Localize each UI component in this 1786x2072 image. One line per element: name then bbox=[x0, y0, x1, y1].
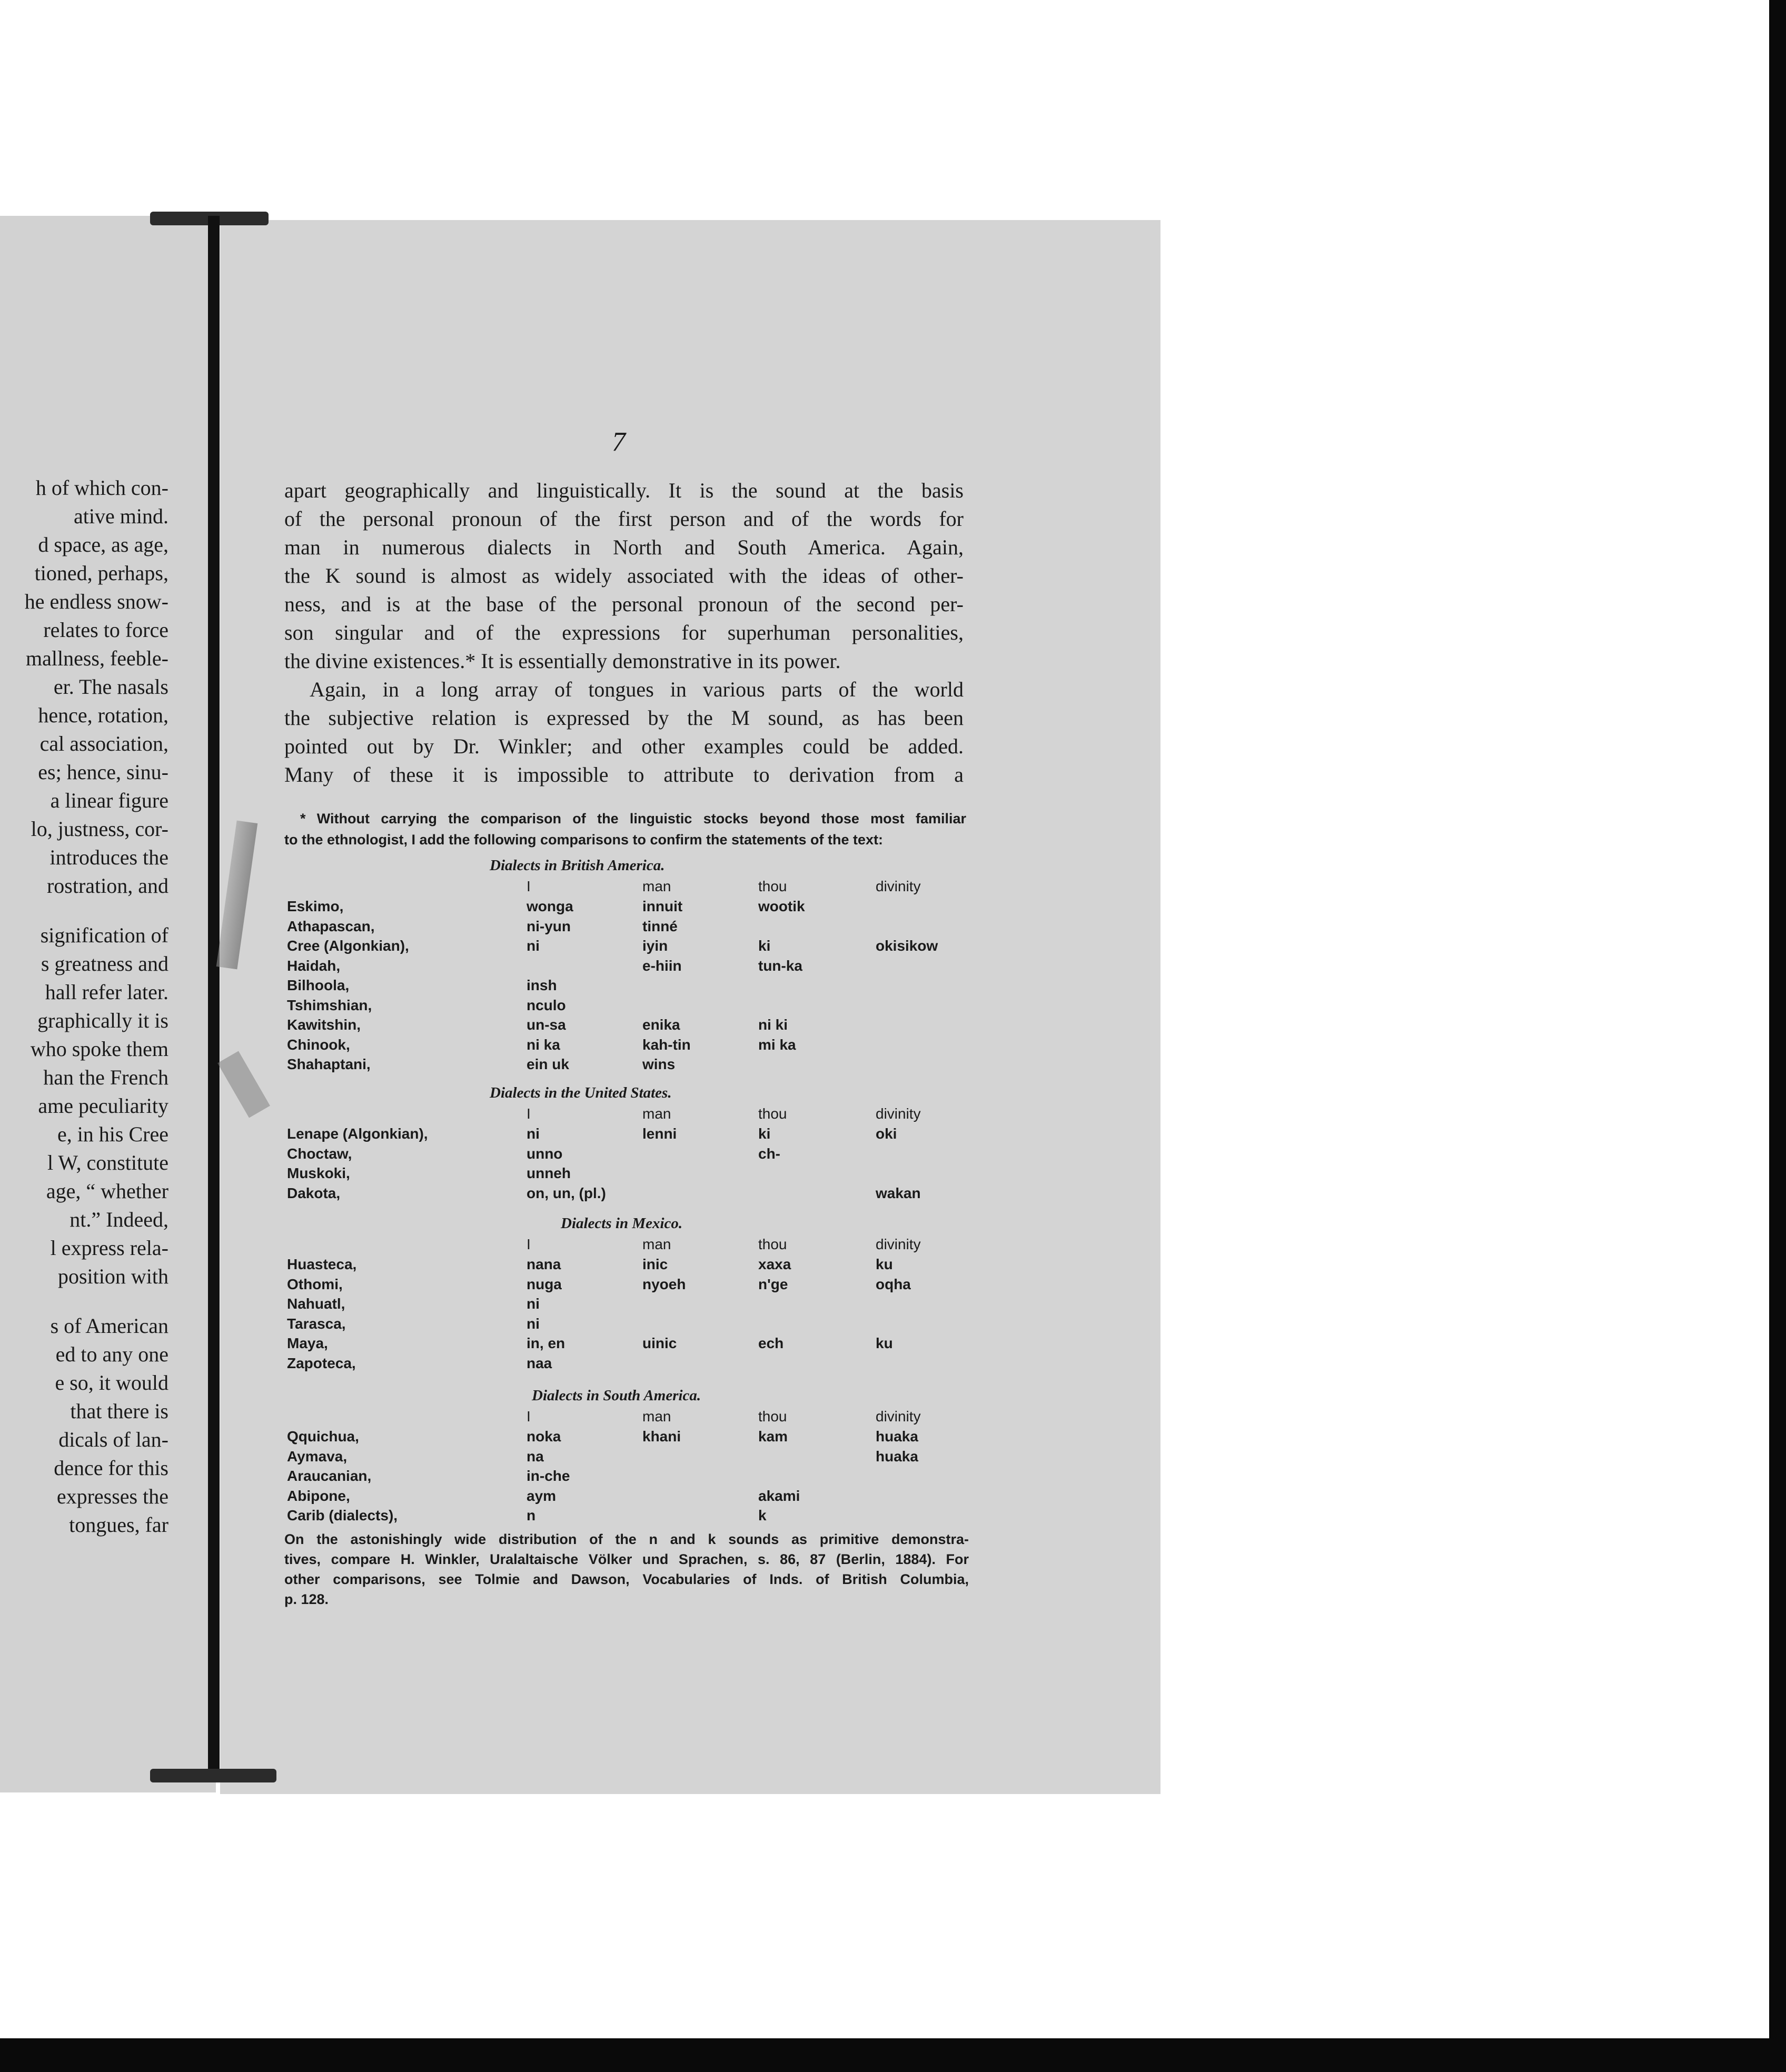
table-row bbox=[287, 1448, 971, 1468]
table-cell: ni bbox=[527, 1296, 540, 1312]
table-cell: ni ka bbox=[527, 1036, 560, 1053]
left-page-line: e so, it would bbox=[55, 1371, 168, 1394]
table-cell: ein uk bbox=[527, 1056, 569, 1072]
table-cell: huaka bbox=[876, 1448, 918, 1465]
table-row bbox=[287, 1037, 971, 1057]
scan-border-right bbox=[1769, 0, 1786, 2072]
left-page-line: dence for this bbox=[54, 1456, 168, 1480]
table-cell: ni-yun bbox=[527, 918, 571, 934]
table-cell: ni bbox=[527, 938, 540, 954]
left-page-line: l W, constitute bbox=[47, 1151, 168, 1174]
left-page bbox=[0, 216, 216, 1792]
left-page-line: introduces the bbox=[49, 845, 168, 869]
table-row bbox=[287, 938, 971, 958]
left-page-line: cal association, bbox=[39, 732, 168, 755]
paragraph-1-line: son singular and of the expressions for superhuman personalities, bbox=[284, 621, 964, 644]
table-title: Dialects in British America. bbox=[490, 857, 665, 874]
left-page-line: er. The nasals bbox=[53, 675, 168, 699]
table-header-cell: thou bbox=[758, 878, 787, 894]
table-cell: kah-tin bbox=[642, 1036, 691, 1053]
dialect-name: Tshimshian, bbox=[287, 997, 372, 1013]
table-title: Dialects in the United States. bbox=[490, 1084, 672, 1101]
table-cell: insh bbox=[527, 977, 557, 993]
left-page-line: lo, justness, cor- bbox=[31, 817, 168, 841]
table-cell: na bbox=[527, 1448, 544, 1465]
table-cell: nculo bbox=[527, 997, 566, 1013]
scan-border-bottom bbox=[0, 2038, 1786, 2072]
left-page-line: hence, rotation, bbox=[38, 703, 168, 727]
table-cell: in, en bbox=[527, 1335, 565, 1351]
table-header-cell: divinity bbox=[876, 1408, 921, 1424]
left-page-line: that there is bbox=[70, 1399, 168, 1423]
binding-clip-bottom bbox=[150, 1769, 276, 1782]
dialect-name: Muskoki, bbox=[287, 1165, 350, 1181]
dialect-name: Maya, bbox=[287, 1335, 328, 1351]
dialect-name: Zapoteca, bbox=[287, 1354, 356, 1371]
left-page-line: d space, as age, bbox=[38, 533, 168, 556]
table-cell: ki bbox=[758, 938, 771, 954]
table-cell: ni ki bbox=[758, 1017, 788, 1033]
left-page-line: who spoke them bbox=[30, 1037, 168, 1061]
dialect-name: Qquichua, bbox=[287, 1428, 359, 1445]
left-page-line: mallness, feeble- bbox=[26, 646, 168, 670]
table-header-row bbox=[287, 878, 971, 898]
left-page-line: nt.” Indeed, bbox=[70, 1208, 168, 1231]
dialect-name: Kawitshin, bbox=[287, 1017, 361, 1033]
footnote bbox=[284, 808, 966, 850]
table-cell: ech bbox=[758, 1335, 784, 1351]
table-cell: in-che bbox=[527, 1468, 570, 1484]
table-cell: ki bbox=[758, 1125, 771, 1142]
table-row bbox=[287, 1316, 971, 1336]
table-cell: ni bbox=[527, 1315, 540, 1332]
left-page-text bbox=[0, 474, 168, 1539]
table-header-cell: thou bbox=[758, 1236, 787, 1252]
table-row bbox=[287, 1056, 971, 1076]
table-cell: xaxa bbox=[758, 1256, 791, 1272]
table-cell: un-sa bbox=[527, 1017, 566, 1033]
table-header-cell: man bbox=[642, 878, 671, 894]
left-page-line: signification of bbox=[40, 923, 168, 947]
table-row bbox=[287, 1017, 971, 1037]
table-cell: wakan bbox=[876, 1184, 921, 1201]
table-header-cell: man bbox=[642, 1408, 671, 1424]
paragraph-1-line: the divine existences.* It is essentially demonstrative in its power. bbox=[284, 649, 841, 673]
table-cell: k bbox=[758, 1507, 767, 1523]
line-gap bbox=[0, 900, 168, 921]
paragraph-1-line: man in numerous dialects in North and South America. Again, bbox=[284, 535, 964, 559]
paragraph-2-line: pointed out by Dr. Winkler; and other examples could be added. bbox=[284, 734, 964, 758]
table-row bbox=[287, 1296, 971, 1316]
table-cell: oqha bbox=[876, 1276, 911, 1292]
dialect-name: Abipone, bbox=[287, 1487, 350, 1504]
left-page-line: expresses the bbox=[56, 1485, 168, 1508]
table-cell: enika bbox=[642, 1017, 680, 1033]
table-cell: lenni bbox=[642, 1125, 677, 1142]
closing-note-line: p. 128. bbox=[284, 1591, 329, 1607]
dialect-name: Eskimo, bbox=[287, 898, 344, 914]
paragraph-1-line: ness, and is at the base of the personal pronoun of the second per- bbox=[284, 592, 964, 616]
table-row bbox=[287, 958, 971, 978]
left-page-line: tongues, far bbox=[69, 1513, 168, 1537]
table-cell: on, un, (pl.) bbox=[527, 1184, 606, 1201]
left-page-line: tioned, perhaps, bbox=[34, 561, 168, 585]
dialect-name: Dakota, bbox=[287, 1184, 341, 1201]
table-row bbox=[287, 1185, 971, 1205]
paragraph-1-line: apart geographically and linguistically. It is the sound at the basis bbox=[284, 479, 964, 502]
table-header-cell: I bbox=[527, 1236, 531, 1252]
left-page-line: ative mind. bbox=[74, 504, 168, 528]
table-cell: ni bbox=[527, 1125, 540, 1142]
page-number: 7 bbox=[612, 427, 626, 457]
table-title: Dialects in South America. bbox=[532, 1387, 701, 1404]
dialect-name: Chinook, bbox=[287, 1036, 350, 1053]
table-header-row bbox=[287, 1408, 971, 1428]
table-cell: ch- bbox=[758, 1145, 780, 1162]
dialect-name: Carib (dialects), bbox=[287, 1507, 398, 1523]
line-gap bbox=[0, 1291, 168, 1312]
table-cell: aym bbox=[527, 1487, 557, 1504]
table-cell: wootik bbox=[758, 898, 805, 914]
left-page-line: ame peculiarity bbox=[38, 1094, 168, 1118]
table-header-cell: man bbox=[642, 1105, 671, 1122]
table-cell: huaka bbox=[876, 1428, 918, 1445]
dialect-name: Huasteca, bbox=[287, 1256, 357, 1272]
dialect-name: Othomi, bbox=[287, 1276, 343, 1292]
table-header-cell: divinity bbox=[876, 878, 921, 894]
table-row bbox=[287, 1145, 971, 1166]
table-row bbox=[287, 1507, 971, 1527]
table-header-cell: I bbox=[527, 1105, 531, 1122]
left-page-line: e, in his Cree bbox=[57, 1122, 168, 1146]
table-row bbox=[287, 1165, 971, 1185]
book-binding bbox=[208, 216, 220, 1782]
table-header-cell: I bbox=[527, 1408, 531, 1424]
footnote-line: * Without carrying the comparison of the linguistic stocks beyond those most familiar bbox=[300, 811, 966, 826]
table-cell: innuit bbox=[642, 898, 683, 914]
table-cell: khani bbox=[642, 1428, 681, 1445]
table-cell: okisikow bbox=[876, 938, 938, 954]
table-cell: ku bbox=[876, 1335, 893, 1351]
table-cell: nana bbox=[527, 1256, 561, 1272]
left-page-line: s greatness and bbox=[41, 952, 168, 975]
left-page-line: graphically it is bbox=[37, 1009, 168, 1032]
table-row bbox=[287, 1276, 971, 1296]
dialect-name: Bilhoola, bbox=[287, 977, 350, 993]
table-cell: uinic bbox=[642, 1335, 677, 1351]
dialect-name: Choctaw, bbox=[287, 1145, 352, 1162]
paragraph-1-line: of the personal pronoun of the first person and of the words for bbox=[284, 507, 964, 531]
table-cell: unno bbox=[527, 1145, 563, 1162]
dialect-name: Athapascan, bbox=[287, 918, 375, 934]
closing-note-line: On the astonishingly wide distribution of the n and k sounds as primitive demonstra- bbox=[284, 1531, 969, 1547]
left-page-line: s of American bbox=[50, 1314, 168, 1338]
table-cell: unneh bbox=[527, 1165, 571, 1181]
left-page-line: relates to force bbox=[43, 618, 168, 642]
body-text bbox=[284, 476, 964, 789]
table-row bbox=[287, 1428, 971, 1448]
table-cell: inic bbox=[642, 1256, 668, 1272]
left-page-line: position with bbox=[57, 1264, 168, 1288]
table-title: Dialects in Mexico. bbox=[561, 1215, 683, 1232]
dialect-name: Lenape (Algonkian), bbox=[287, 1125, 428, 1142]
table-cell: e-hiin bbox=[642, 957, 682, 974]
table-row bbox=[287, 997, 971, 1017]
table-header-cell: I bbox=[527, 878, 531, 894]
table-cell: nyoeh bbox=[642, 1276, 686, 1292]
table-cell: oki bbox=[876, 1125, 897, 1142]
table-cell: kam bbox=[758, 1428, 788, 1445]
table-cell: mi ka bbox=[758, 1036, 796, 1053]
dialect-name: Nahuatl, bbox=[287, 1296, 345, 1312]
closing-note-line: tives, compare H. Winkler, Uralaltaische Völker und Sprachen, s. 86, 87 (Berlin, 1884). For bbox=[284, 1551, 969, 1567]
table-row bbox=[287, 898, 971, 918]
table-row bbox=[287, 1256, 971, 1276]
table-cell: tun-ka bbox=[758, 957, 802, 974]
table-header-cell: man bbox=[642, 1236, 671, 1252]
paragraph-2-line: Many of these it is impossible to attribute to derivation from a bbox=[284, 763, 964, 786]
left-page-line: dicals of lan- bbox=[58, 1428, 168, 1451]
left-page-line: hall refer later. bbox=[45, 980, 168, 1004]
table-cell: ku bbox=[876, 1256, 893, 1272]
table-row bbox=[287, 1488, 971, 1508]
table-cell: iyin bbox=[642, 938, 668, 954]
table-row bbox=[287, 977, 971, 997]
table-header-cell: thou bbox=[758, 1105, 787, 1122]
table-row bbox=[287, 1125, 971, 1145]
paragraph-2-line: the subjective relation is expressed by the M sound, as has been bbox=[284, 706, 964, 730]
table-cell: wonga bbox=[527, 898, 573, 914]
table-cell: n'ge bbox=[758, 1276, 788, 1292]
table-row bbox=[287, 918, 971, 938]
dialect-name: Cree (Algonkian), bbox=[287, 938, 409, 954]
table-cell: n bbox=[527, 1507, 536, 1523]
dialect-name: Tarasca, bbox=[287, 1315, 346, 1332]
table-cell: tinné bbox=[642, 918, 678, 934]
table-row bbox=[287, 1335, 971, 1355]
table-header-cell: thou bbox=[758, 1408, 787, 1424]
table-row bbox=[287, 1355, 971, 1375]
left-page-line: l express rela- bbox=[50, 1236, 168, 1260]
footnote-line: to the ethnologist, I add the following comparisons to confirm the statements of the text: bbox=[284, 832, 884, 848]
paragraph-1-line: the K sound is almost as widely associated with the ideas of other- bbox=[284, 564, 964, 587]
dialect-name: Haidah, bbox=[287, 957, 341, 974]
table-header-row bbox=[287, 1105, 971, 1125]
table-cell: nuga bbox=[527, 1276, 562, 1292]
closing-note bbox=[284, 1529, 969, 1609]
closing-note-line: other comparisons, see Tolmie and Dawson, Vocabularies of Inds. of British Columbia, bbox=[284, 1571, 969, 1587]
left-page-line: han the French bbox=[43, 1065, 168, 1089]
left-page-line: es; hence, sinu- bbox=[38, 760, 168, 784]
table-cell: naa bbox=[527, 1354, 552, 1371]
dialect-name: Araucanian, bbox=[287, 1468, 372, 1484]
table-cell: akami bbox=[758, 1487, 800, 1504]
dialect-name: Shahaptani, bbox=[287, 1056, 371, 1072]
table-cell: noka bbox=[527, 1428, 561, 1445]
table-header-cell: divinity bbox=[876, 1105, 921, 1122]
left-page-line: rostration, and bbox=[46, 874, 168, 898]
table-header-cell: divinity bbox=[876, 1236, 921, 1252]
left-page-line: he endless snow- bbox=[24, 590, 168, 613]
left-page-line: h of which con- bbox=[35, 476, 168, 500]
dialect-name: Aymava, bbox=[287, 1448, 348, 1465]
table-header-row bbox=[287, 1236, 971, 1256]
left-page-line: age, “ whether bbox=[46, 1179, 168, 1203]
left-page-line: ed to any one bbox=[55, 1342, 168, 1366]
paragraph-2-line: Again, in a long array of tongues in various parts of the world bbox=[310, 678, 964, 701]
left-page-line: a linear figure bbox=[50, 789, 168, 812]
table-row bbox=[287, 1468, 971, 1488]
table-cell: wins bbox=[642, 1056, 676, 1072]
